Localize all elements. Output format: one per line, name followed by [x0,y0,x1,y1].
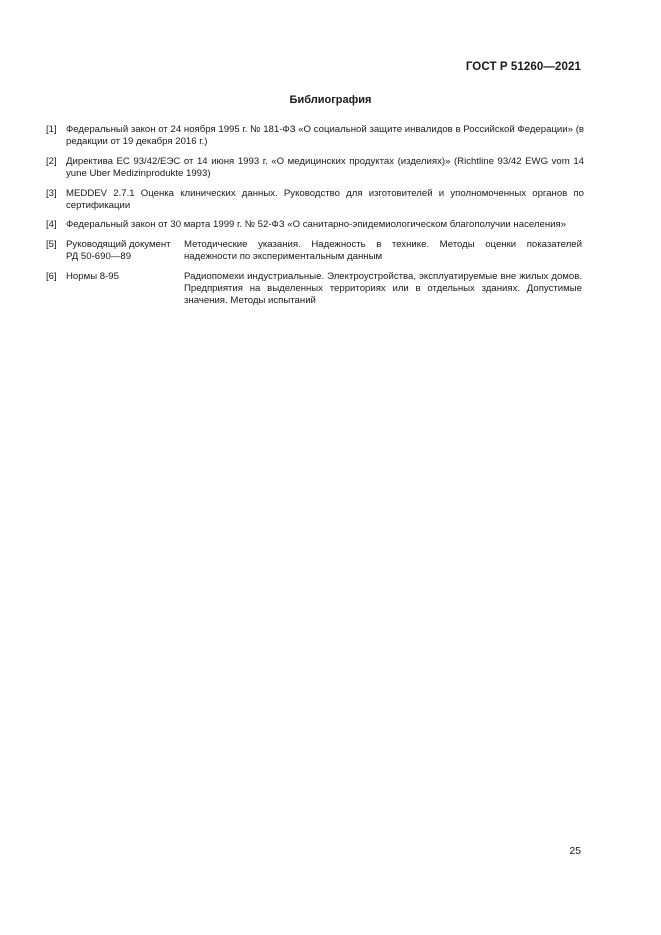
reference-number: [3] [46,187,57,199]
document-code: ГОСТ Р 51260—2021 [465,61,581,73]
reference-item [46,188,584,213]
page-number: 25 [569,845,581,857]
reference-number: [6] [46,270,57,282]
reference-number: [5] [46,238,57,250]
reference-source: Руководящий документ РД 50-690—89 [66,238,171,263]
reference-item [46,239,584,264]
reference-text: Федеральный закон от 30 марта 1999 г. № 52-ФЗ «О санитарно-эпидемиологическом благополучии населения» [66,219,567,231]
bibliography-list [46,124,584,315]
reference-text: Радиопомехи индустриальные. Электроустройства, эксплуатируемые вне жилых домов. Предприятия на выделенных территориях или в отдельных зданиях. Допустимые значения. Методы испытаний [184,270,582,307]
reference-item [46,219,584,231]
reference-item [46,156,584,181]
reference-text: Директива ЕС 93/42/ЕЭС от 14 июня 1993 г. «О медицинских продуктах (изделиях)» (Richtline 93/42 EWG vom 14 yune Uber Medizinprodukte 1993) [66,155,584,180]
reference-number: [1] [46,124,57,135]
reference-source: Нормы 8-95 [66,270,119,282]
reference-number: [2] [46,155,57,167]
page-title: Библиография [289,94,372,106]
reference-number: [4] [46,219,57,231]
reference-item [46,271,584,308]
reference-item [46,124,584,149]
reference-text: Методические указания. Надежность в технике. Методы оценки показателей надежности по экспериментальным данным [184,238,582,263]
reference-text: MEDDEV 2.7.1 Оценка клинических данных. Руководство для изготовителей и уполномоченных органов по сертификации [66,187,584,212]
reference-text: Федеральный закон от 24 ноября 1995 г. № 181-ФЗ «О социальной защите инвалидов в Российской Федерации» (в редакции от 19 декабря 2016 г.) [66,124,584,148]
